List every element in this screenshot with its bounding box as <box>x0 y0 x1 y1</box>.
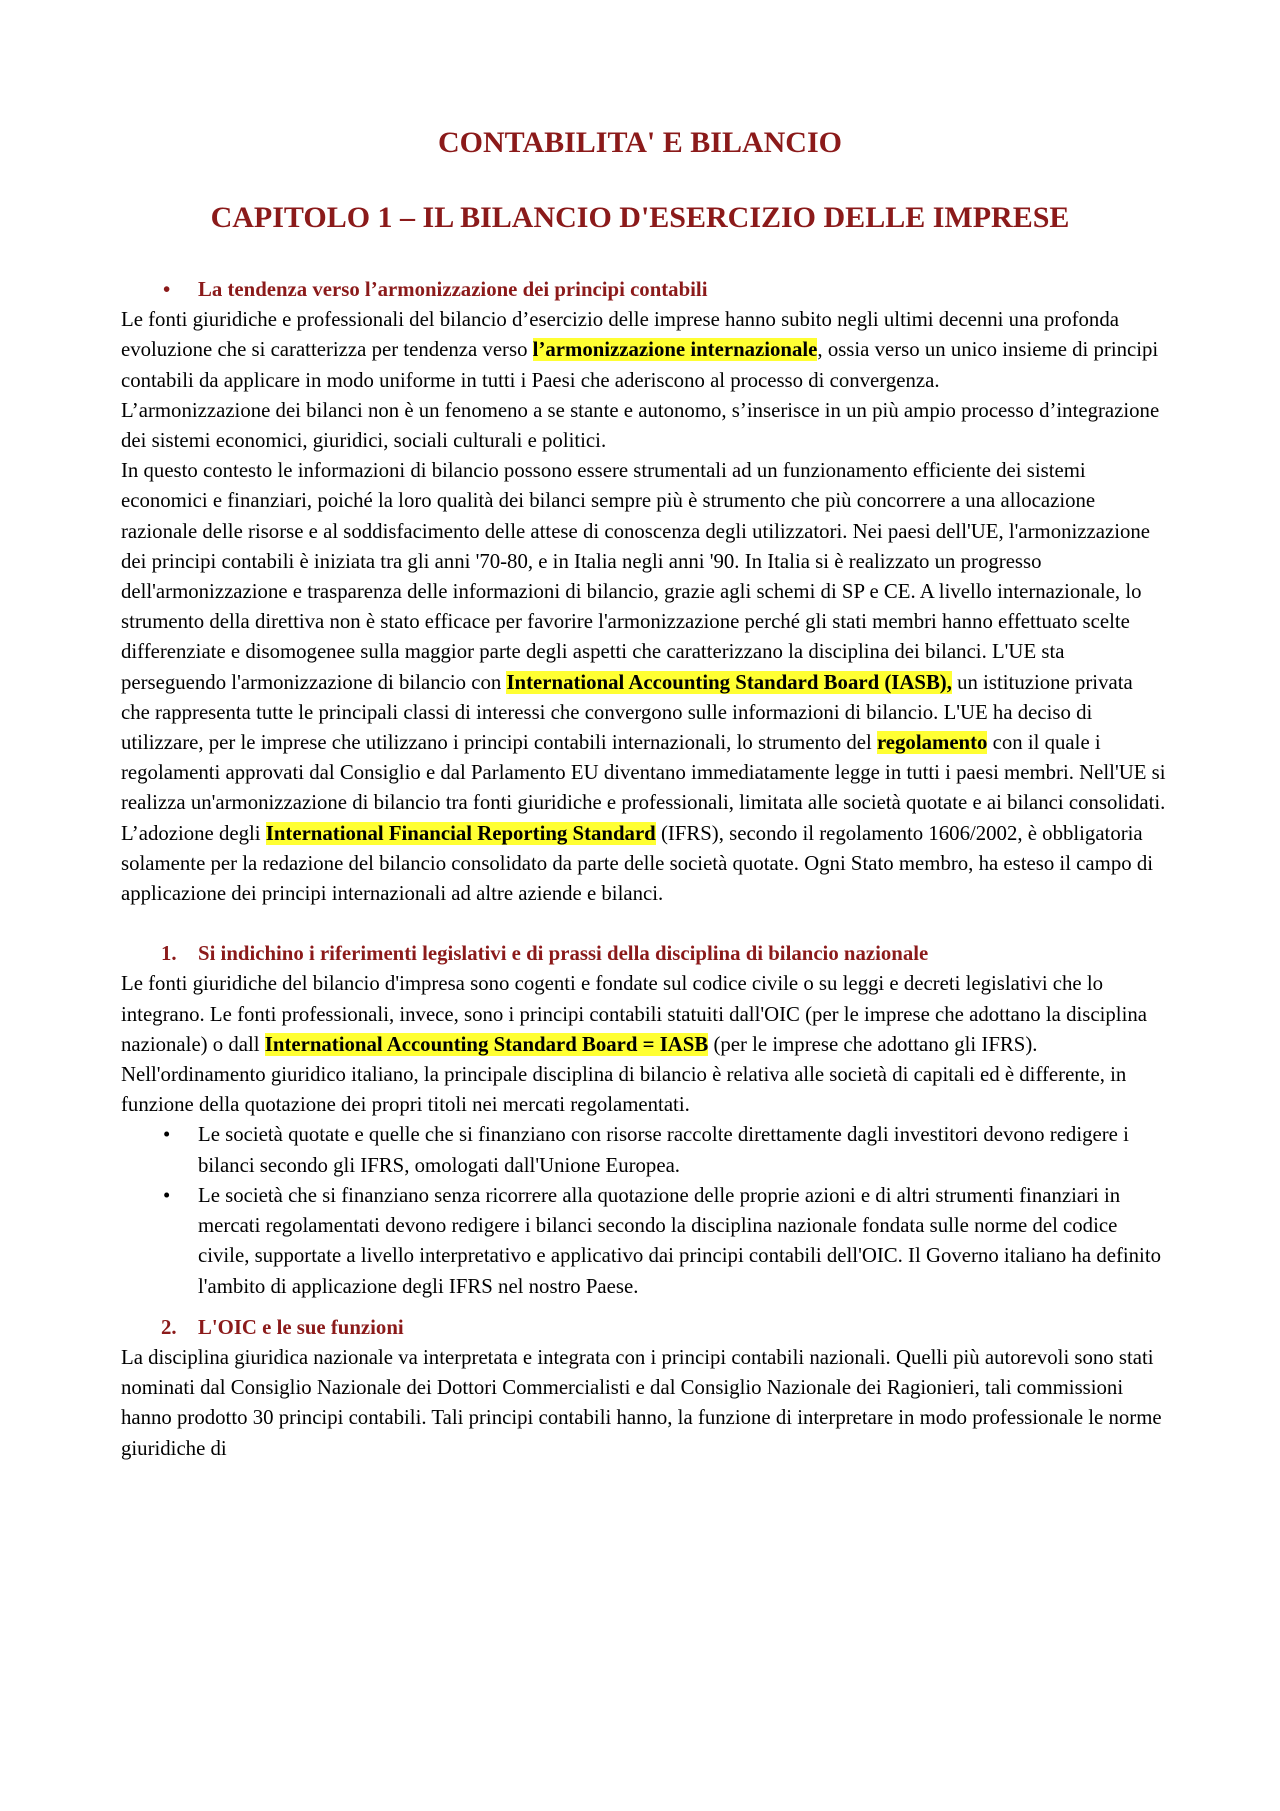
highlight: International Financial Reporting Standard <box>265 821 656 845</box>
paragraph: In questo contesto le informazioni di bilancio possono essere strumentali ad un funzionamento efficiente dei sistemi economici e finanziari, poiché la loro qualità dei bilanci sempre più è strumento che più concorrere a una allocazione razionale delle risorse e al soddisfacimento delle attese di conoscenza degli utilizzatori. Nei paesi dell'UE, l'armonizzazione dei principi contabili è iniziata tra gli anni '70-80, e in Italia negli anni '90. In Italia si è realizzato un progresso dell'armonizzazione e trasparenza delle informazioni di bilancio, grazie agli schemi di SP e CE. A livello internazionale, lo strumento della direttiva non è stato efficace per favorire l'armonizzazione perché gli stati membri hanno effettuato scelte differenziate e disomogenee sulla maggior parte degli aspetti che caratterizzano la disciplina dei bilanci. L'UE sta perseguendo l'armonizzazione di bilancio con International Accounting Standard Board (IASB), un istituzione privata che rappresenta tutte le principali classi di interessi che convergono sulle informazioni di bilancio. L'UE ha deciso di utilizzare, per le imprese che utilizzano i principi contabili internazionali, lo strumento del regolamento con il quale i regolamenti approvati dal Consiglio e dal Parlamento EU diventano immediatamente legge in tutti i paesi membri. Nell'UE si realizza un'armonizzazione di bilancio tra fonti giuridiche e professionali, limitata alle società quotate e ai bilanci consolidati. <box>121 459 1166 815</box>
bullet-icon: • <box>163 1123 171 1147</box>
paragraph: L’armonizzazione dei bilanci non è un fenomeno a se stante e autonomo, s’inserisce in un più ampio processo d’integrazione dei sistemi economici, giuridici, sociali culturali e politici. <box>121 398 1160 453</box>
bullet-icon: • <box>163 1183 171 1207</box>
section-number: 1. <box>161 942 177 966</box>
paragraph: L’adozione degli International Financial Reporting Standard (IFRS), secondo il regolamento 1606/2002, è obbligatoria solamente per la redazione del bilancio consolidato da parte delle società quotate. Ogni Stato membro, ha esteso il campo di applicazione dei principi internazionali ad altre aziende e bilanci. <box>121 821 1153 906</box>
document-body <box>121 275 1166 1464</box>
highlight: International Accounting Standard Board = IASB <box>264 1032 709 1056</box>
document-title: CONTABILITA' E BILANCIO <box>438 126 842 159</box>
section-heading-1: 1. Si indichino i riferimenti legislativi e di prassi della disciplina di bilancio nazionale <box>121 939 1166 969</box>
paragraph: La disciplina giuridica nazionale va interpretata e integrata con i principi contabili nazionali. Quelli più autorevoli sono stati nominati dal Consiglio Nazionale dei Dottori Commercialisti e dal Consiglio Nazionale dei Ragionieri, tali commissioni hanno prodotto 30 principi contabili. Tali principi contabili hanno, la funzione di interpretare in modo professionale le norme giuridiche di <box>121 1345 1162 1460</box>
chapter-title: CAPITOLO 1 – IL BILANCIO D'ESERCIZIO DELLE IMPRESE <box>210 201 1070 234</box>
highlight: l’armonizzazione internazionale <box>532 338 818 362</box>
section-heading-armonizzazione: • La tendenza verso l’armonizzazione dei principi contabili <box>121 275 1166 305</box>
paragraph: Le fonti giuridiche del bilancio d'impresa sono cogenti e fondate sul codice civile o su leggi e decreti legislativi che lo integrano. Le fonti professionali, invece, sono i principi contabili statuiti dall'OIC (per le imprese che adottano la disciplina nazionale) o dall International Accounting Standard Board = IASB (per le imprese che adottano gli IFRS). Nell'ordinamento giuridico italiano, la principale disciplina di bilancio è relativa alle società di capitali ed è differente, in funzione della quotazione dei propri titoli nei mercati regolamentati. <box>121 972 1147 1117</box>
highlight: regolamento <box>876 731 988 755</box>
list-item: • Le società che si finanziano senza ricorrere alla quotazione delle proprie azioni e di altri strumenti finanziari in mercati regolamentati devono redigere i bilanci secondo la disciplina nazionale fondata sulle norme del codice civile, supportate a livello interpretativo e applicativo dai principi contabili dell'OIC. Il Governo italiano ha definito l'ambito di applicazione degli IFRS nel nostro Paese. <box>121 1181 1166 1302</box>
section-heading-2: 2. L'OIC e le sue funzioni <box>121 1313 1166 1343</box>
list-item: • Le società quotate e quelle che si finanziano con risorse raccolte direttamente dagli investitori devono redigere i bilanci secondo gli IFRS, omologati dall'Unione Europea. <box>121 1120 1166 1180</box>
bullet-list <box>121 1120 1166 1301</box>
paragraph: Le fonti giuridiche e professionali del bilancio d’esercizio delle imprese hanno subito negli ultimi decenni una profonda evoluzione che si caratterizza per tendenza verso l’armonizzazione internazionale, ossia verso un unico insieme di principi contabili da applicare in modo uniforme in tutti i Paesi che aderiscono al processo di convergenza. <box>121 308 1159 392</box>
highlight: International Accounting Standard Board (IASB), <box>506 670 952 694</box>
section-number: 2. <box>161 1315 177 1339</box>
